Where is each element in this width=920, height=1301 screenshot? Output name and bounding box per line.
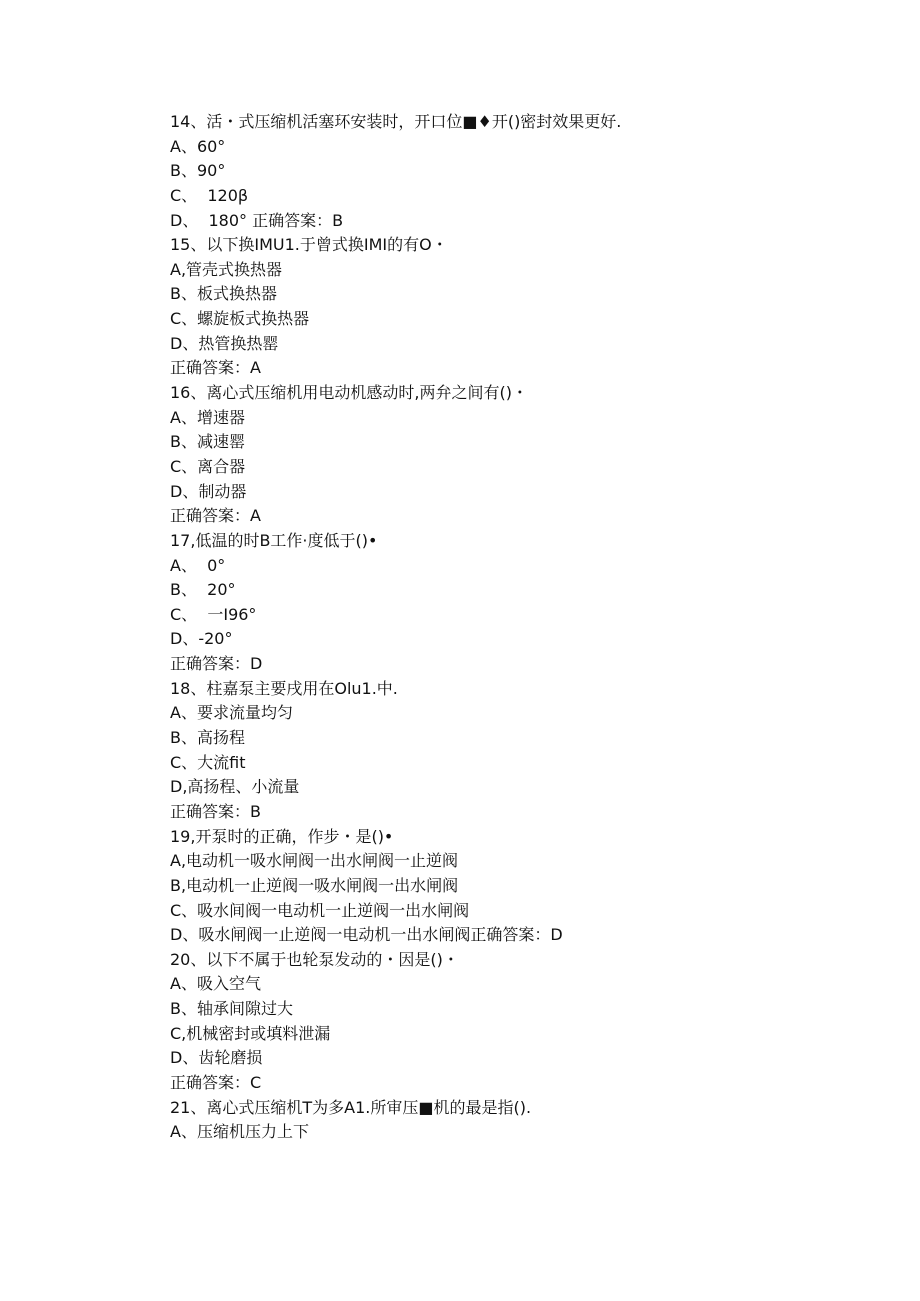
text-line: D,高扬程、小流量 (170, 777, 300, 797)
text-line: C、大流fit (170, 752, 246, 772)
text-line: A、 0° (170, 555, 226, 575)
text-line: D、齿轮磨损 (170, 1048, 263, 1068)
text-line: A、要求流量均匀 (170, 703, 293, 723)
text-line: B、轴承间隙过大 (170, 999, 293, 1019)
text-line: 17,低温的时B工作·度低于()• (170, 530, 378, 550)
text-line: B、 20° (170, 580, 236, 600)
text-line: 正确答案：A (170, 358, 261, 378)
text-line: 20、以下不属于也轮泵发动的・因是()・ (170, 949, 459, 969)
text-line: 21、离心式压缩机T为多A1.所审压■机的最是指(). (170, 1097, 532, 1117)
text-line: 19,开泵时的正确，作步・是()• (170, 826, 394, 846)
text-line: 正确答案：C (170, 1072, 262, 1092)
text-line: D、热管换热罂 (170, 333, 279, 353)
text-line: A,管壳式换热器 (170, 259, 283, 279)
text-line: D、吸水闸阀一止逆阀一电动机一出水闸阀正确答案：D (170, 925, 563, 945)
text-line: A、60° (170, 136, 226, 156)
text-line: A,电动机一吸水闸阀一出水闸阀一止逆阀 (170, 851, 459, 871)
text-line: 14、活・式压缩机活塞环安装时，开口位■♦开()密封效果更好. (170, 112, 622, 131)
text-line: C、 120β (170, 185, 249, 205)
text-line: B、板式换热器 (170, 284, 277, 304)
text-line: B、减速罂 (170, 432, 245, 452)
text-line: C、螺旋板式换热器 (170, 309, 310, 329)
text-line: D、制动器 (170, 481, 247, 501)
text-line: A、增速器 (170, 407, 245, 427)
text-line: 正确答案：B (170, 801, 261, 821)
text-line: D、-20° (170, 629, 233, 649)
text-line: 15、以下换IMU1.于曾式换IMI的有O・ (170, 235, 448, 255)
text-line: B、90° (170, 161, 226, 181)
text-line: D、 180° 正确答案：B (170, 210, 344, 230)
text-line: 16、离心式压缩机用电动机感动时,两弁之间有()・ (170, 383, 528, 403)
text-line: 正确答案：D (170, 654, 263, 674)
text-line: C、 一I96° (170, 604, 257, 624)
text-line: A、压缩机压力上下 (170, 1122, 309, 1142)
document-body (170, 110, 870, 1145)
text-line: B,电动机一止逆阀一吸水闸阀一出水闸阀 (170, 875, 459, 895)
text-line: 18、柱嘉泵主要戌用在Olu1.中. (170, 678, 398, 698)
text-line: 正确答案：A (170, 506, 261, 526)
text-line: A、吸入空气 (170, 974, 261, 994)
text-line: C、吸水间阀一电动机一止逆阀一出水闸阀 (170, 900, 470, 920)
text-line: C,机械密封或填料泄漏 (170, 1023, 331, 1043)
text-line: C、离合器 (170, 456, 246, 476)
text-line: B、高扬程 (170, 728, 245, 748)
